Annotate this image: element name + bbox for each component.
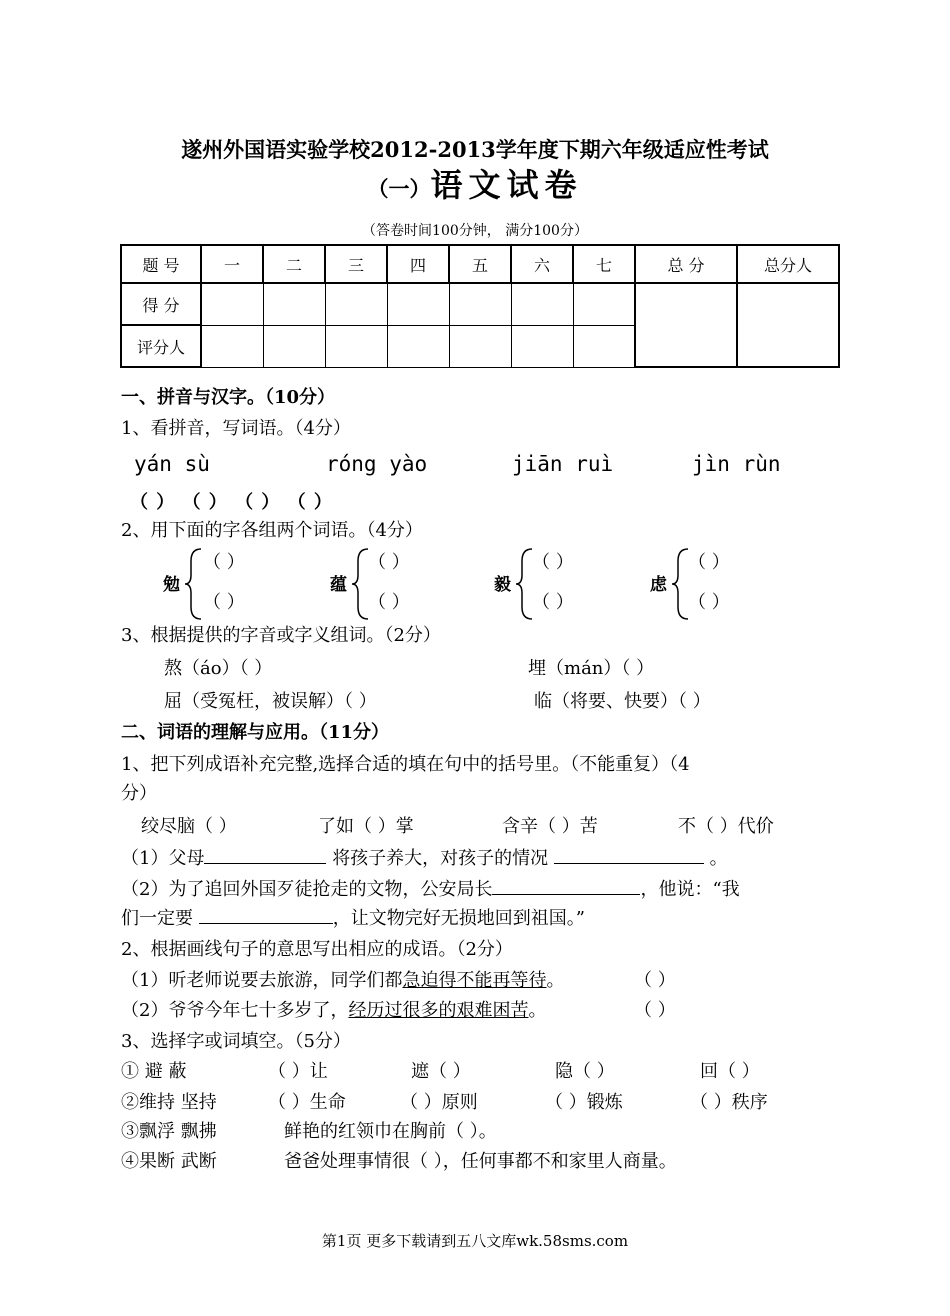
fill-sentence-2 <box>121 875 740 901</box>
sentence-text: （1）父母 <box>121 848 205 869</box>
score-cell[interactable] <box>511 283 573 325</box>
row-label-grader: 评分人 <box>121 325 201 367</box>
group-char-2: 蕴 <box>330 575 347 595</box>
choice-blank[interactable]: （ ）锻炼 <box>545 1092 623 1113</box>
grader-cell[interactable] <box>449 325 511 367</box>
choice-blank[interactable]: 回（ ） <box>700 1061 760 1082</box>
group-char-4: 虑 <box>650 575 667 595</box>
s2-q1-label-cont: 分） <box>121 783 157 804</box>
choice-blank[interactable]: （ ）秩序 <box>690 1092 768 1113</box>
q3-item[interactable]: 屈（受冤枉，被误解）（ ） <box>164 691 377 712</box>
score-cell[interactable] <box>263 283 325 325</box>
sentence-text: 。 <box>546 970 565 991</box>
sentence-text: 。 <box>528 1000 547 1021</box>
score-cell[interactable] <box>387 283 449 325</box>
total-score-cell[interactable] <box>635 283 737 367</box>
choice-blank[interactable]: 遮（ ） <box>411 1061 471 1082</box>
group-blank[interactable]: （ ） <box>368 592 410 613</box>
grader-cell[interactable] <box>573 325 635 367</box>
table-header-cell: 七 <box>573 245 635 283</box>
section2-heading: 二、词语的理解与应用。（11分） <box>121 722 390 743</box>
answer-blank[interactable] <box>204 845 326 864</box>
underlined-phrase: 急迫得不能再等待 <box>402 970 547 991</box>
group-blank[interactable]: （ ） <box>368 552 410 573</box>
exam-title: 遂州外国语实验学校2012-2013学年度下期六年级适应性考试 <box>181 137 769 162</box>
score-cell[interactable] <box>449 283 511 325</box>
sentence-text: ，让文物完好无损地回到祖国。” <box>332 908 585 929</box>
grader-cell[interactable] <box>325 325 387 367</box>
section1-heading: 一、拼音与汉字。（10分） <box>121 387 336 408</box>
choice-pair: ③飘浮 飘拂 <box>121 1121 217 1142</box>
sentence-text: 将孩子养大，对孩子的情况 <box>332 848 549 869</box>
answer-blank[interactable] <box>199 905 333 924</box>
choice-blank[interactable]: （ ）生命 <box>268 1092 346 1113</box>
group-blank[interactable]: （ ） <box>688 552 730 573</box>
choice-pair: ① 避 蔽 <box>121 1061 187 1082</box>
idiom-item[interactable]: 了如（ ）掌 <box>318 816 414 837</box>
score-table <box>120 244 840 368</box>
row-label-score: 得 分 <box>121 283 201 325</box>
group-blank[interactable]: （ ） <box>688 592 730 613</box>
group-char-3: 毅 <box>494 575 511 595</box>
curly-brace-icon <box>183 547 205 621</box>
idiom-item[interactable]: 绞尽脑（ ） <box>141 816 237 837</box>
choice-pair: ②维持 坚持 <box>121 1092 217 1113</box>
idiom-item[interactable]: 含辛（ ）苦 <box>502 816 598 837</box>
choice-sentence[interactable]: 爸爸处理事情很（ ），任何事都不和家里人商量。 <box>284 1151 677 1172</box>
q3-item[interactable]: 临（将要、快要）（ ） <box>534 691 711 712</box>
page-footer: 第1页 更多下载请到五八文库wk.58sms.com <box>321 1232 629 1250</box>
underline-sentence-1 <box>121 966 564 992</box>
group-blank[interactable]: （ ） <box>532 592 574 613</box>
pinyin-1: yán sù <box>134 452 210 476</box>
choice-blank[interactable]: （ ）原则 <box>400 1092 478 1113</box>
fill-sentence-1 <box>121 844 728 870</box>
s1-q3-label: 3、根据提供的字音或字义组词。（2分） <box>121 625 441 646</box>
s2-q2-label: 2、根据画线句子的意思写出相应的成语。（2分） <box>121 939 513 960</box>
q3-item[interactable]: 熬（áo）（ ） <box>164 658 273 679</box>
score-cell[interactable] <box>201 283 263 325</box>
answer-blank[interactable] <box>554 845 704 864</box>
title-paren: （一） <box>367 176 431 201</box>
exam-subtitle: （答卷时间100分钟， 满分100分） <box>362 223 588 239</box>
s1-q2-label: 2、用下面的字各组两个词语。（4分） <box>121 520 423 541</box>
table-header-cell: 五 <box>449 245 511 283</box>
sentence-text: 。 <box>709 848 728 869</box>
choice-sentence[interactable]: 鲜艳的红领巾在胸前（ ）。 <box>284 1121 497 1142</box>
choice-pair: ④果断 武断 <box>121 1151 217 1172</box>
group-char-1: 勉 <box>163 575 180 595</box>
pinyin-3: jiān ruì <box>512 452 614 476</box>
pinyin-4: jìn rùn <box>692 452 781 476</box>
choice-blank[interactable]: 隐（ ） <box>555 1061 615 1082</box>
grader-cell[interactable] <box>201 325 263 367</box>
subject-title: 语文试卷 <box>430 166 583 204</box>
choice-blank[interactable]: （ ）让 <box>268 1061 328 1082</box>
table-header-cell: 二 <box>263 245 325 283</box>
table-header-cell: 四 <box>387 245 449 283</box>
score-cell[interactable] <box>325 283 387 325</box>
table-header-cell: 总 分 <box>635 245 737 283</box>
grader-cell[interactable] <box>263 325 325 367</box>
table-header-cell: 六 <box>511 245 573 283</box>
group-blank[interactable]: （ ） <box>203 592 245 613</box>
pinyin-answer-blanks[interactable]: （ ） （ ） （ ） （ ） <box>130 492 333 513</box>
sentence-text: 们一定要 <box>121 908 193 929</box>
underline-sentence-2 <box>121 996 546 1022</box>
pinyin-2: róng yào <box>326 452 428 476</box>
table-header-cell: 一 <box>201 245 263 283</box>
s2-q1-label: 1、把下列成语补充完整,选择合适的填在句中的括号里。（不能重复）（4 <box>121 754 690 775</box>
answer-blank[interactable] <box>492 876 640 895</box>
idiom-item[interactable]: 不（ ）代价 <box>678 816 774 837</box>
subject-line <box>0 160 950 206</box>
sentence-text: （2）爷爷今年七十多岁了， <box>121 1000 349 1021</box>
s2-q3-label: 3、选择字或词填空。（5分） <box>121 1031 351 1052</box>
answer-paren[interactable]: （ ） <box>634 1000 676 1021</box>
table-header-cell: 总分人 <box>737 245 839 283</box>
total-grader-cell[interactable] <box>737 283 839 367</box>
grader-cell[interactable] <box>387 325 449 367</box>
s1-q1-label: 1、看拼音，写词语。（4分） <box>121 418 351 439</box>
fill-sentence-2-cont <box>121 904 585 930</box>
underlined-phrase: 经历过很多的艰难困苦 <box>348 1000 529 1021</box>
sentence-text: ，他说：“我 <box>640 879 740 900</box>
grader-cell[interactable] <box>511 325 573 367</box>
q3-item[interactable]: 埋（mán）（ ） <box>528 658 655 679</box>
group-blank[interactable]: （ ） <box>532 552 574 573</box>
table-header-cell: 三 <box>325 245 387 283</box>
sentence-text: （1）听老师说要去旅游，同学们都 <box>121 970 403 991</box>
sentence-text: （2）为了追回外国歹徒抢走的文物，公安局长 <box>121 879 493 900</box>
table-header-cell: 题 号 <box>121 245 201 283</box>
answer-paren[interactable]: （ ） <box>634 970 676 991</box>
group-blank[interactable]: （ ） <box>203 552 245 573</box>
score-cell[interactable] <box>573 283 635 325</box>
